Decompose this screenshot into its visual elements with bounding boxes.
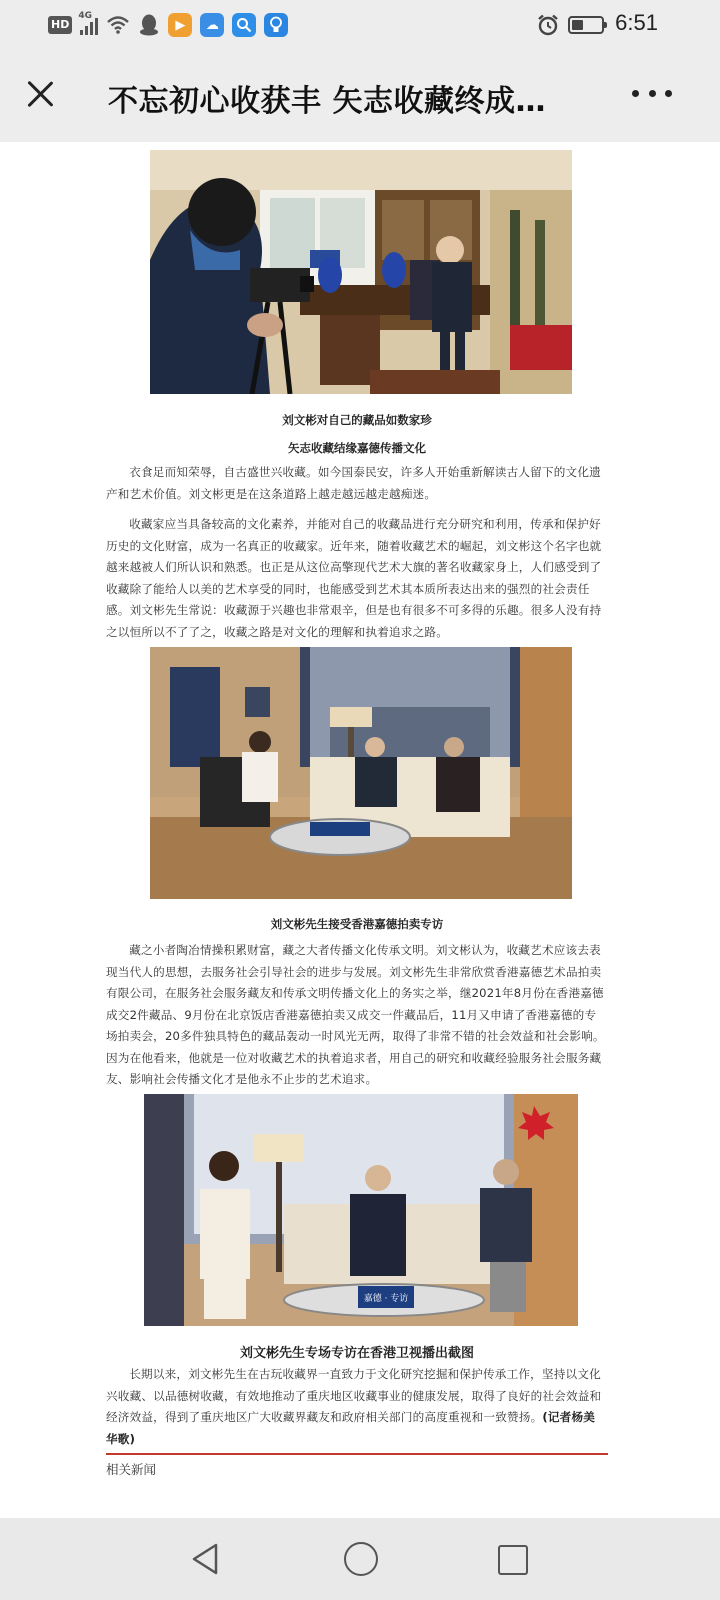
back-triangle-icon[interactable]	[190, 1542, 220, 1576]
article-photo-collection-room	[150, 150, 572, 394]
status-icons-left	[48, 12, 288, 38]
battery-level	[572, 20, 583, 30]
alarm-icon	[536, 13, 560, 37]
article-photo-tv-broadcast	[144, 1094, 578, 1326]
title-bar	[0, 50, 720, 142]
article-photo-interview	[150, 647, 572, 899]
page-title: 不忘初心收获丰 矢志收藏终成…	[108, 84, 546, 119]
photo-placard-text: 嘉德 · 专访	[363, 1294, 409, 1304]
paragraph-4-text: 长期以来，刘文彬先生在古玩收藏界一直致力于文化研究挖掘和保护传承工作，坚持以文化兴收藏、以品德树收藏，有效地推动了重庆地区收藏事业的健康发展，取得了良好的社会效益和经济效益，得到了重庆地区广大收藏界藏友和政府相关部门的高度重视和一致赞扬。	[106, 1367, 602, 1424]
paragraph-1: 衣食足而知荣辱，自古盛世兴收藏。如今国泰民安，许多人开始重新解读古人留下的文化遗产和艺术价值。刘文彬更是在这条道路上越走越远越走越痴迷。	[106, 465, 601, 501]
photo-caption-1: 刘文彬对自己的藏品如数家珍	[282, 413, 432, 427]
cellular-signal-icon: 4G	[80, 15, 98, 35]
clock: 6:51	[615, 10, 658, 35]
recents-square-icon[interactable]	[498, 1545, 528, 1575]
section-divider	[106, 1453, 608, 1455]
paragraph-3: 藏之小者陶冶情操积累财富，藏之大者传播文化传承文明。刘文彬认为，收藏艺术应该去表现当代人的思想，去服务社会引导社会的进步与发展。刘文彬先生非常欣赏香港嘉德艺术品拍卖有限公司，在服务社会服务藏友和传承文明传播文化上的务实之举，继2021年8月份在香港嘉德成交2件藏品、9月份在北京饭店香港嘉德拍卖又成交一件藏品后，11月又申请了香港嘉德的专场拍卖会，20多件独具特色的藏品轰动一时风光无两，取得了非常不错的社会效益和社会影响。因为在他看来，他就是一位对收藏艺术的执着追求者，用自己的研究和收藏经验服务社会服务藏友、影响社会传播文化才是他永不止步的艺术追求。	[106, 943, 605, 1086]
qq-penguin-icon	[138, 13, 160, 37]
paragraph-4	[106, 1364, 608, 1450]
section-subheading: 矢志收藏结缘嘉德传播文化	[288, 441, 426, 455]
article-content[interactable]	[0, 142, 720, 1518]
system-navigation-bar	[0, 1518, 720, 1600]
status-bar	[0, 0, 720, 50]
video-app-icon: ▶	[168, 13, 192, 37]
photo-caption-3: 刘文彬先生专场专访在香港卫视播出截图	[239, 1346, 474, 1361]
wifi-icon	[106, 15, 130, 35]
hd-badge: HD	[48, 16, 72, 34]
lightbulb-app-icon	[264, 13, 288, 37]
more-options-icon[interactable]	[632, 90, 672, 100]
close-icon[interactable]	[22, 76, 58, 112]
home-circle-icon[interactable]	[344, 1542, 378, 1576]
battery-icon	[568, 16, 604, 34]
photo-caption-2: 刘文彬先生接受香港嘉德拍卖专访	[270, 917, 444, 931]
search-app-icon	[232, 13, 256, 37]
cloud-app-icon: ☁	[200, 13, 224, 37]
byline: (记者杨美 华歌)	[106, 1410, 596, 1446]
paragraph-2: 收藏家应当具备较高的文化素养，并能对自己的收藏品进行充分研究和利用，传承和保护好历史的文化财富，成为一名真正的收藏家。近年来，随着收藏艺术的崛起，刘文彬这个名字也就越来越被人们所认识和熟悉。也正是从这位高擎现代艺术大旗的著名收藏家身上，人们感受到了收藏除了能给人以美的艺术享受的同时，也能感受到艺术其本质所表达出来的强烈的社会责任感。刘文彬先生常说：收藏源于兴趣也非常艰辛，但是也有很多不可多得的乐趣。很多人没有持之以恒所以不了了之，收藏之路是对文化的理解和执着追求之路。	[106, 517, 602, 639]
related-news-link[interactable]: 相关新闻	[106, 1462, 157, 1477]
